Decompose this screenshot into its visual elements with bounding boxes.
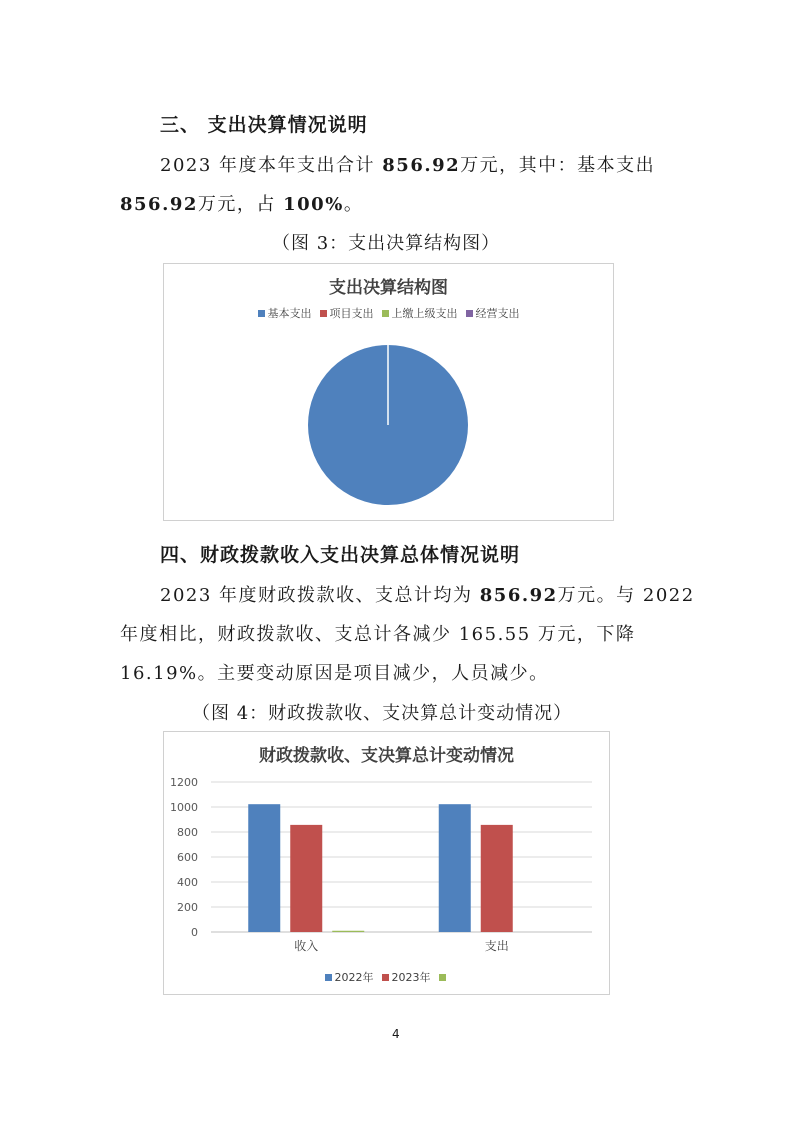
section3-paragraph-line2: 856.92万元，占 100%。 xyxy=(120,194,364,215)
bar-chart-box xyxy=(163,731,610,995)
y-tick-label: 1200 xyxy=(170,776,198,789)
bar-chart-svg xyxy=(164,732,609,994)
y-tick-label: 400 xyxy=(177,876,198,889)
legend-item-2023: 2023年 xyxy=(382,969,431,985)
pie-chart-box xyxy=(163,263,614,521)
section4-heading: 四、财政拨款收入支出决算总体情况说明 xyxy=(160,544,521,566)
bar-chart-title: 财政拨款收、支决算总计变动情况 xyxy=(259,746,514,766)
legend-item-basic: 基本支出 xyxy=(258,305,312,321)
section3-heading: 三、 支出决算情况说明 xyxy=(160,114,368,136)
legend-item-remit: 上缴上级支出 xyxy=(382,305,458,321)
legend-item-project: 项目支出 xyxy=(320,305,374,321)
bar-0-1 xyxy=(290,825,322,932)
y-tick-label: 600 xyxy=(177,851,198,864)
legend-item-operation: 经营支出 xyxy=(466,305,520,321)
legend-item-2022: 2022年 xyxy=(325,969,374,985)
section4-paragraph-line3: 16.19%。主要变动原因是项目减少，人员减少。 xyxy=(120,663,549,684)
legend-item-third xyxy=(439,969,449,985)
x-category-label: 支出 xyxy=(484,939,509,953)
section4-paragraph-line2: 年度相比，财政拨款收、支总计各减少 165.55 万元，下降 xyxy=(120,624,636,645)
bar-chart-legend xyxy=(164,969,609,985)
y-tick-label: 0 xyxy=(191,926,198,939)
y-tick-label: 200 xyxy=(177,901,198,914)
figure3-caption: （图 3：支出决算结构图） xyxy=(272,233,501,254)
bar-0-2 xyxy=(332,931,364,932)
bar-0-0 xyxy=(248,804,280,932)
bar-1-1 xyxy=(481,825,513,932)
bar-1-0 xyxy=(439,804,471,932)
page-number: 4 xyxy=(392,1027,400,1041)
legend-swatch xyxy=(382,974,389,981)
legend-swatch xyxy=(439,974,446,981)
section4-paragraph-line1: 2023 年度财政拨款收、支总计均为 856.92万元。与 2022 xyxy=(160,585,695,606)
y-tick-label: 800 xyxy=(177,826,198,839)
section3-paragraph-line1: 2023 年度本年支出合计 856.92万元，其中：基本支出 xyxy=(160,155,656,176)
pie-chart-title: 支出决算结构图 xyxy=(329,278,448,298)
figure4-caption: （图 4：财政拨款收、支决算总计变动情况） xyxy=(192,703,573,724)
y-tick-label: 1000 xyxy=(170,801,198,814)
pie-chart-svg xyxy=(164,264,613,520)
x-category-label: 收入 xyxy=(294,939,319,953)
legend-swatch xyxy=(325,974,332,981)
